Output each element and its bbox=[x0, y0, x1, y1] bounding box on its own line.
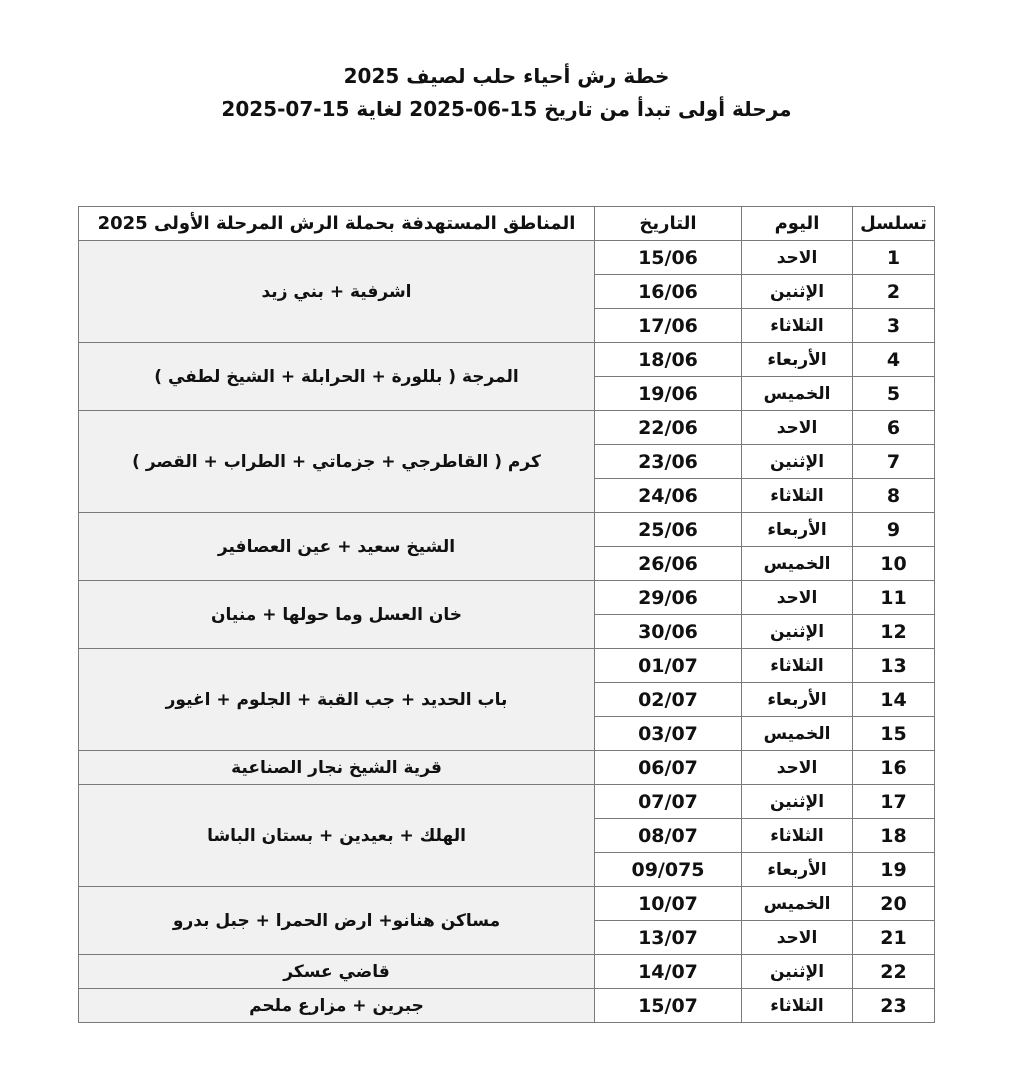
day-cell: الإثنين bbox=[742, 785, 853, 819]
date-cell: 09/075 bbox=[595, 853, 742, 887]
seq-cell: 17 bbox=[853, 785, 935, 819]
column-header-seq: تسلسل bbox=[853, 207, 935, 241]
day-cell: الاحد bbox=[742, 921, 853, 955]
document-title: خطة رش أحياء حلب لصيف 2025 bbox=[343, 64, 670, 88]
day-cell: الإثنين bbox=[742, 445, 853, 479]
area-cell: الشيخ سعيد + عين العصافير bbox=[79, 513, 595, 581]
day-cell: الأربعاء bbox=[742, 343, 853, 377]
day-cell: الإثنين bbox=[742, 955, 853, 989]
seq-cell: 7 bbox=[853, 445, 935, 479]
date-cell: 08/07 bbox=[595, 819, 742, 853]
seq-cell: 13 bbox=[853, 649, 935, 683]
spraying-schedule-table bbox=[78, 206, 935, 1023]
date-cell: 01/07 bbox=[595, 649, 742, 683]
day-cell: الاحد bbox=[742, 411, 853, 445]
day-cell: الاحد bbox=[742, 751, 853, 785]
seq-cell: 2 bbox=[853, 275, 935, 309]
day-cell: الثلاثاء bbox=[742, 309, 853, 343]
date-cell: 15/06 bbox=[595, 241, 742, 275]
area-cell: مساكن هنانو+ ارض الحمرا + جبل بدرو bbox=[79, 887, 595, 955]
area-cell: كرم ( القاطرجي + جزماتي + الطراب + القصر ) bbox=[79, 411, 595, 513]
date-cell: 29/06 bbox=[595, 581, 742, 615]
seq-cell: 12 bbox=[853, 615, 935, 649]
seq-cell: 23 bbox=[853, 989, 935, 1023]
date-cell: 17/06 bbox=[595, 309, 742, 343]
day-cell: الإثنين bbox=[742, 275, 853, 309]
date-cell: 13/07 bbox=[595, 921, 742, 955]
area-cell: المرجة ( بللورة + الحرابلة + الشيخ لطفي ) bbox=[79, 343, 595, 411]
seq-cell: 3 bbox=[853, 309, 935, 343]
area-cell: جبرين + مزارع ملحم bbox=[79, 989, 595, 1023]
seq-cell: 6 bbox=[853, 411, 935, 445]
day-cell: الاحد bbox=[742, 581, 853, 615]
seq-cell: 1 bbox=[853, 241, 935, 275]
seq-cell: 18 bbox=[853, 819, 935, 853]
date-cell: 25/06 bbox=[595, 513, 742, 547]
day-cell: الإثنين bbox=[742, 615, 853, 649]
seq-cell: 5 bbox=[853, 377, 935, 411]
date-cell: 03/07 bbox=[595, 717, 742, 751]
date-cell: 14/07 bbox=[595, 955, 742, 989]
day-cell: الخميس bbox=[742, 377, 853, 411]
table-row bbox=[79, 581, 935, 615]
seq-cell: 9 bbox=[853, 513, 935, 547]
area-cell: خان العسل وما حولها + منيان bbox=[79, 581, 595, 649]
column-header-area: المناطق المستهدفة بحملة الرش المرحلة الأولى 2025 bbox=[79, 207, 595, 241]
day-cell: الخميس bbox=[742, 717, 853, 751]
table-row bbox=[79, 513, 935, 547]
seq-cell: 19 bbox=[853, 853, 935, 887]
seq-cell: 20 bbox=[853, 887, 935, 921]
seq-cell: 15 bbox=[853, 717, 935, 751]
date-cell: 26/06 bbox=[595, 547, 742, 581]
seq-cell: 22 bbox=[853, 955, 935, 989]
area-cell: اشرفية + بني زيد bbox=[79, 241, 595, 343]
table-row bbox=[79, 343, 935, 377]
seq-cell: 21 bbox=[853, 921, 935, 955]
date-cell: 15/07 bbox=[595, 989, 742, 1023]
table-header-row bbox=[79, 207, 935, 241]
day-cell: الثلاثاء bbox=[742, 649, 853, 683]
date-cell: 16/06 bbox=[595, 275, 742, 309]
seq-cell: 8 bbox=[853, 479, 935, 513]
day-cell: الثلاثاء bbox=[742, 989, 853, 1023]
day-cell: الاحد bbox=[742, 241, 853, 275]
date-cell: 06/07 bbox=[595, 751, 742, 785]
seq-cell: 14 bbox=[853, 683, 935, 717]
date-cell: 07/07 bbox=[595, 785, 742, 819]
column-header-date: التاريخ bbox=[595, 207, 742, 241]
table-row bbox=[79, 887, 935, 921]
day-cell: الخميس bbox=[742, 887, 853, 921]
date-cell: 30/06 bbox=[595, 615, 742, 649]
seq-cell: 10 bbox=[853, 547, 935, 581]
day-cell: الثلاثاء bbox=[742, 819, 853, 853]
date-cell: 22/06 bbox=[595, 411, 742, 445]
seq-cell: 4 bbox=[853, 343, 935, 377]
area-cell: قرية الشيخ نجار الصناعية bbox=[79, 751, 595, 785]
day-cell: الخميس bbox=[742, 547, 853, 581]
area-cell: باب الحديد + جب القبة + الجلوم + اغيور bbox=[79, 649, 595, 751]
date-cell: 10/07 bbox=[595, 887, 742, 921]
day-cell: الثلاثاء bbox=[742, 479, 853, 513]
document-subtitle: مرحلة أولى تبدأ من تاريخ 15-06-2025 لغاية 15-07-2025 bbox=[221, 97, 792, 121]
table-row bbox=[79, 241, 935, 275]
table-row bbox=[79, 785, 935, 819]
day-cell: الأربعاء bbox=[742, 683, 853, 717]
date-cell: 02/07 bbox=[595, 683, 742, 717]
area-cell: قاضي عسكر bbox=[79, 955, 595, 989]
table-row bbox=[79, 989, 935, 1023]
table-row bbox=[79, 751, 935, 785]
column-header-day: اليوم bbox=[742, 207, 853, 241]
seq-cell: 11 bbox=[853, 581, 935, 615]
date-cell: 23/06 bbox=[595, 445, 742, 479]
table-row bbox=[79, 411, 935, 445]
table-row bbox=[79, 649, 935, 683]
date-cell: 18/06 bbox=[595, 343, 742, 377]
table-row bbox=[79, 955, 935, 989]
day-cell: الأربعاء bbox=[742, 853, 853, 887]
day-cell: الأربعاء bbox=[742, 513, 853, 547]
date-cell: 19/06 bbox=[595, 377, 742, 411]
area-cell: الهلك + بعيدين + بستان الباشا bbox=[79, 785, 595, 887]
date-cell: 24/06 bbox=[595, 479, 742, 513]
seq-cell: 16 bbox=[853, 751, 935, 785]
